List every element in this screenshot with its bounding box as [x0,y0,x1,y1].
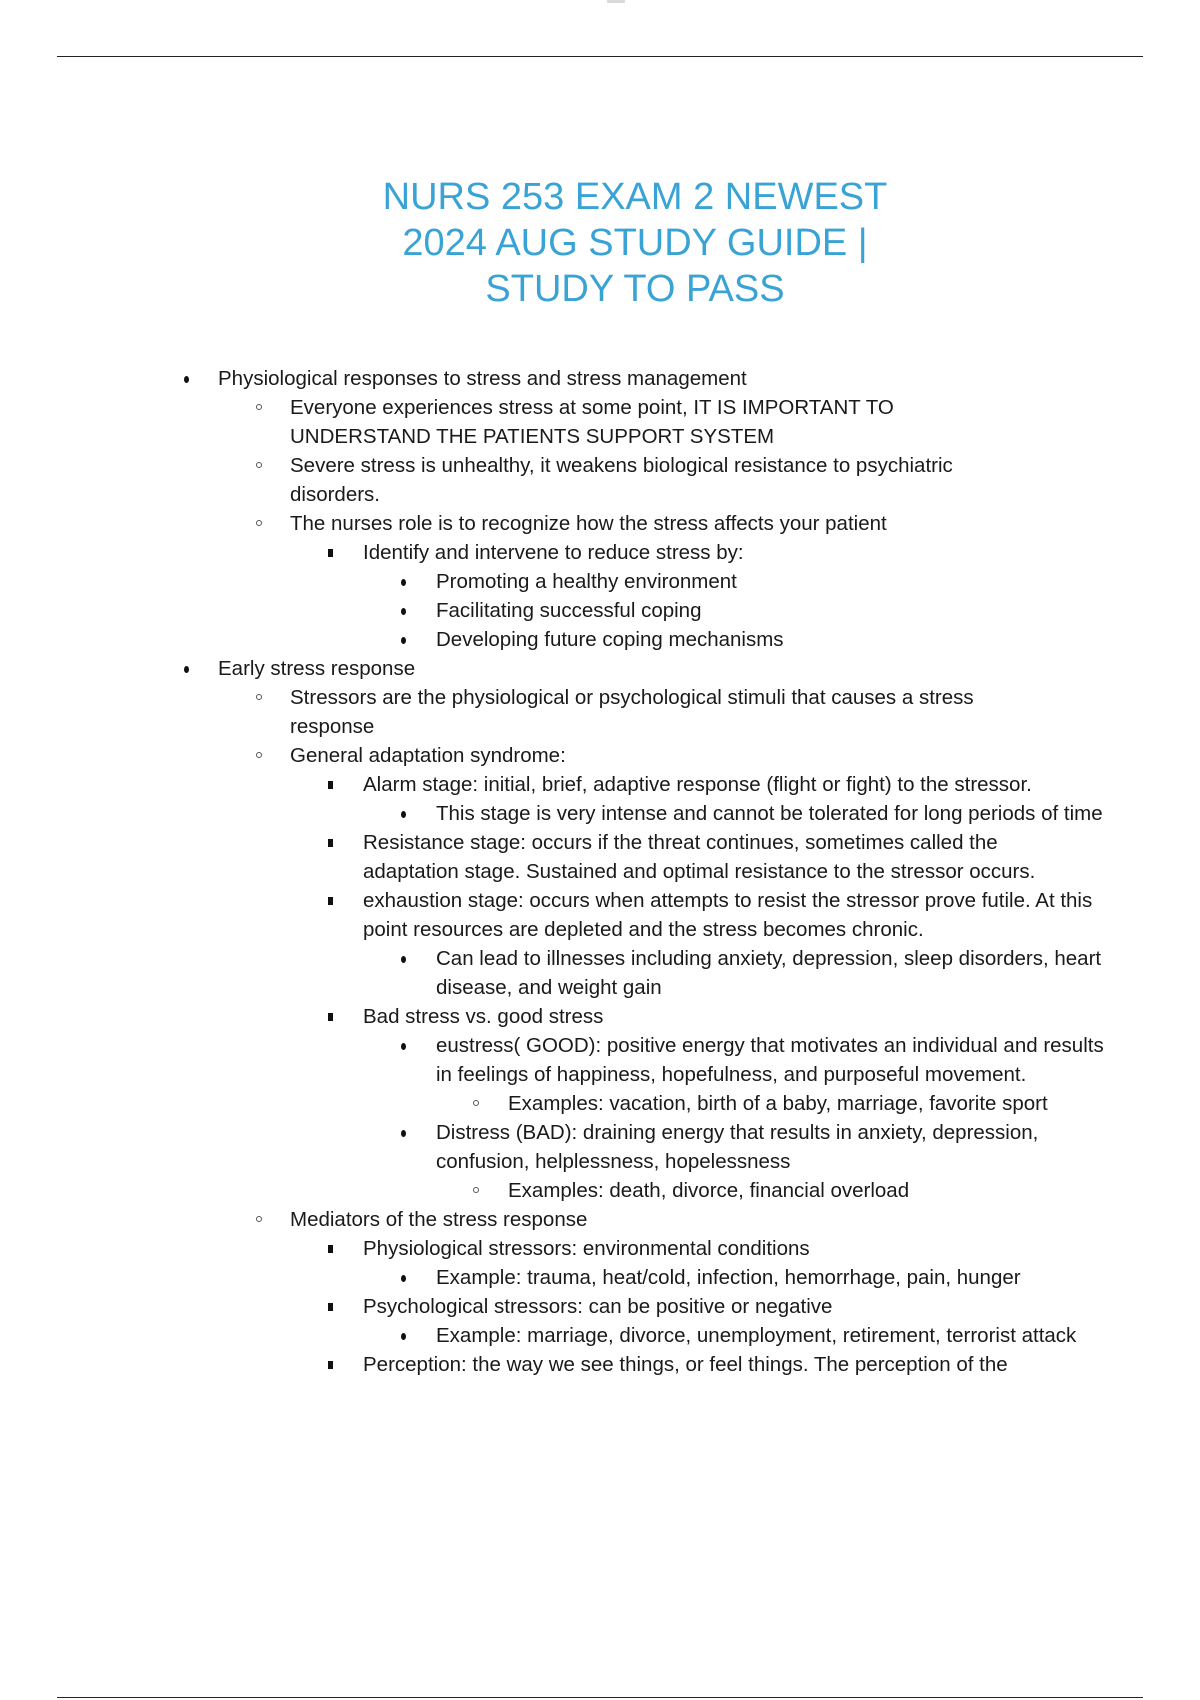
outline-item-text: exhaustion stage: occurs when attempts to resist the stressor prove futile. At this point resources are depleted and the stress becomes chronic. [363,889,1093,941]
outline-item-level-2 [0,451,1200,509]
disc-bullet-icon [401,1275,406,1282]
circle-bullet-icon [256,520,262,526]
title-line: STUDY TO PASS [485,268,785,310]
circle-bullet-icon [256,752,262,758]
outline-item-level-2 [0,683,1200,741]
outline-item-level-2 [0,741,1200,770]
outline-item-text: Perception: the way we see things, or feel things. The perception of the [363,1353,1008,1376]
outline-item-level-3 [0,538,1200,567]
outline-item-level-2 [0,1205,1200,1234]
outline-item-level-2 [0,509,1200,538]
outline-item-level-2 [0,393,1200,451]
outline-item-text: Physiological stressors: environmental conditions [363,1237,810,1260]
title-line: NURS 253 EXAM 2 NEWEST [382,176,888,218]
outline-item-level-4 [0,567,1200,596]
outline-item-level-3 [0,828,1200,886]
outline-item-text: Bad stress vs. good stress [363,1005,604,1028]
outline-item-level-3 [0,770,1200,799]
outline-item-text: Examples: vacation, birth of a baby, marriage, favorite sport [508,1092,1048,1115]
outline-item-text: The nurses role is to recognize how the stress affects your patient [290,512,887,535]
outline-item-text: Facilitating successful coping [436,599,702,622]
outline-item-level-3 [0,1234,1200,1263]
outline-item-text: Developing future coping mechanisms [436,628,784,651]
outline-item-level-3 [0,886,1200,944]
top-divider [57,56,1143,57]
outline-item-text: Stressors are the physiological or psychological stimuli that causes a stress response [290,686,974,738]
outline-item-text: Identify and intervene to reduce stress by: [363,541,744,564]
outline-item-text: Promoting a healthy environment [436,570,737,593]
disc-bullet-icon [401,956,406,963]
outline-item-text: Resistance stage: occurs if the threat continues, sometimes called the adaptation stage. Sustained and optimal resistance to the stressor occurs. [363,831,1036,883]
outline-item-text: eustress( GOOD): positive energy that motivates an individual and results in feelings of happiness, hopefulness, and purposeful movement. [436,1034,1104,1086]
disc-bullet-icon [401,1130,406,1137]
outline-item-text: Can lead to illnesses including anxiety, depression, sleep disorders, heart disease, and weight gain [436,947,1102,999]
outline-item-level-4 [0,944,1200,1002]
title-line: 2024 AUG STUDY GUIDE | [402,222,868,264]
circle-bullet-icon [473,1187,479,1193]
outline-item-text: Example: marriage, divorce, unemployment, retirement, terrorist attack [436,1324,1077,1347]
outline-item-text: Everyone experiences stress at some point, IT IS IMPORTANT TO UNDERSTAND THE PATIENTS SUPPORT SYSTEM [290,396,894,448]
disc-bullet-icon [184,666,189,673]
circle-bullet-icon [473,1100,479,1106]
square-bullet-icon [328,781,333,789]
circle-bullet-icon [256,694,262,700]
outline-item-level-4 [0,799,1200,828]
outline-item-level-4 [0,596,1200,625]
disc-bullet-icon [184,376,189,383]
outline-item-level-1 [0,364,1200,393]
outline-item-text: Physiological responses to stress and stress management [218,367,747,390]
outline-item-text: Alarm stage: initial, brief, adaptive response (flight or fight) to the stressor. [363,773,1032,796]
circle-bullet-icon [256,1216,262,1222]
square-bullet-icon [328,839,333,847]
outline-item-text: Distress (BAD): draining energy that results in anxiety, depression, confusion, helplessness, hopelessness [436,1121,1039,1173]
disc-bullet-icon [401,608,406,615]
disc-bullet-icon [401,637,406,644]
outline-item-level-5 [0,1176,1200,1205]
outline-item-text: Mediators of the stress response [290,1208,588,1231]
outline-item-text: General adaptation syndrome: [290,744,566,767]
disc-bullet-icon [401,811,406,818]
square-bullet-icon [328,549,333,557]
outline-item-level-3 [0,1292,1200,1321]
disc-bullet-icon [401,579,406,586]
outline-item-text: Severe stress is unhealthy, it weakens biological resistance to psychiatric disorders. [290,454,953,506]
document-title [0,174,1200,312]
outline-item-level-4 [0,1118,1200,1176]
disc-bullet-icon [401,1043,406,1050]
outline-item-level-5 [0,1089,1200,1118]
circle-bullet-icon [256,462,262,468]
outline-item-text: Examples: death, divorce, financial overload [508,1179,910,1202]
bottom-divider [57,1697,1143,1698]
square-bullet-icon [328,1013,333,1021]
square-bullet-icon [328,1361,333,1369]
outline-item-level-4 [0,1321,1200,1350]
outline-item-text: Example: trauma, heat/cold, infection, hemorrhage, pain, hunger [436,1266,1021,1289]
outline-item-text: Early stress response [218,657,416,680]
study-outline [0,364,1200,1379]
outline-item-text: Psychological stressors: can be positive or negative [363,1295,833,1318]
outline-item-text: This stage is very intense and cannot be tolerated for long periods of time [436,802,1103,825]
outline-item-level-4 [0,1031,1200,1089]
outline-item-level-1 [0,654,1200,683]
square-bullet-icon [328,897,333,905]
page-header-mark [607,0,625,3]
outline-item-level-4 [0,625,1200,654]
outline-item-level-4 [0,1263,1200,1292]
circle-bullet-icon [256,404,262,410]
square-bullet-icon [328,1245,333,1253]
disc-bullet-icon [401,1333,406,1340]
outline-item-level-3 [0,1350,1200,1379]
outline-item-level-3 [0,1002,1200,1031]
square-bullet-icon [328,1303,333,1311]
